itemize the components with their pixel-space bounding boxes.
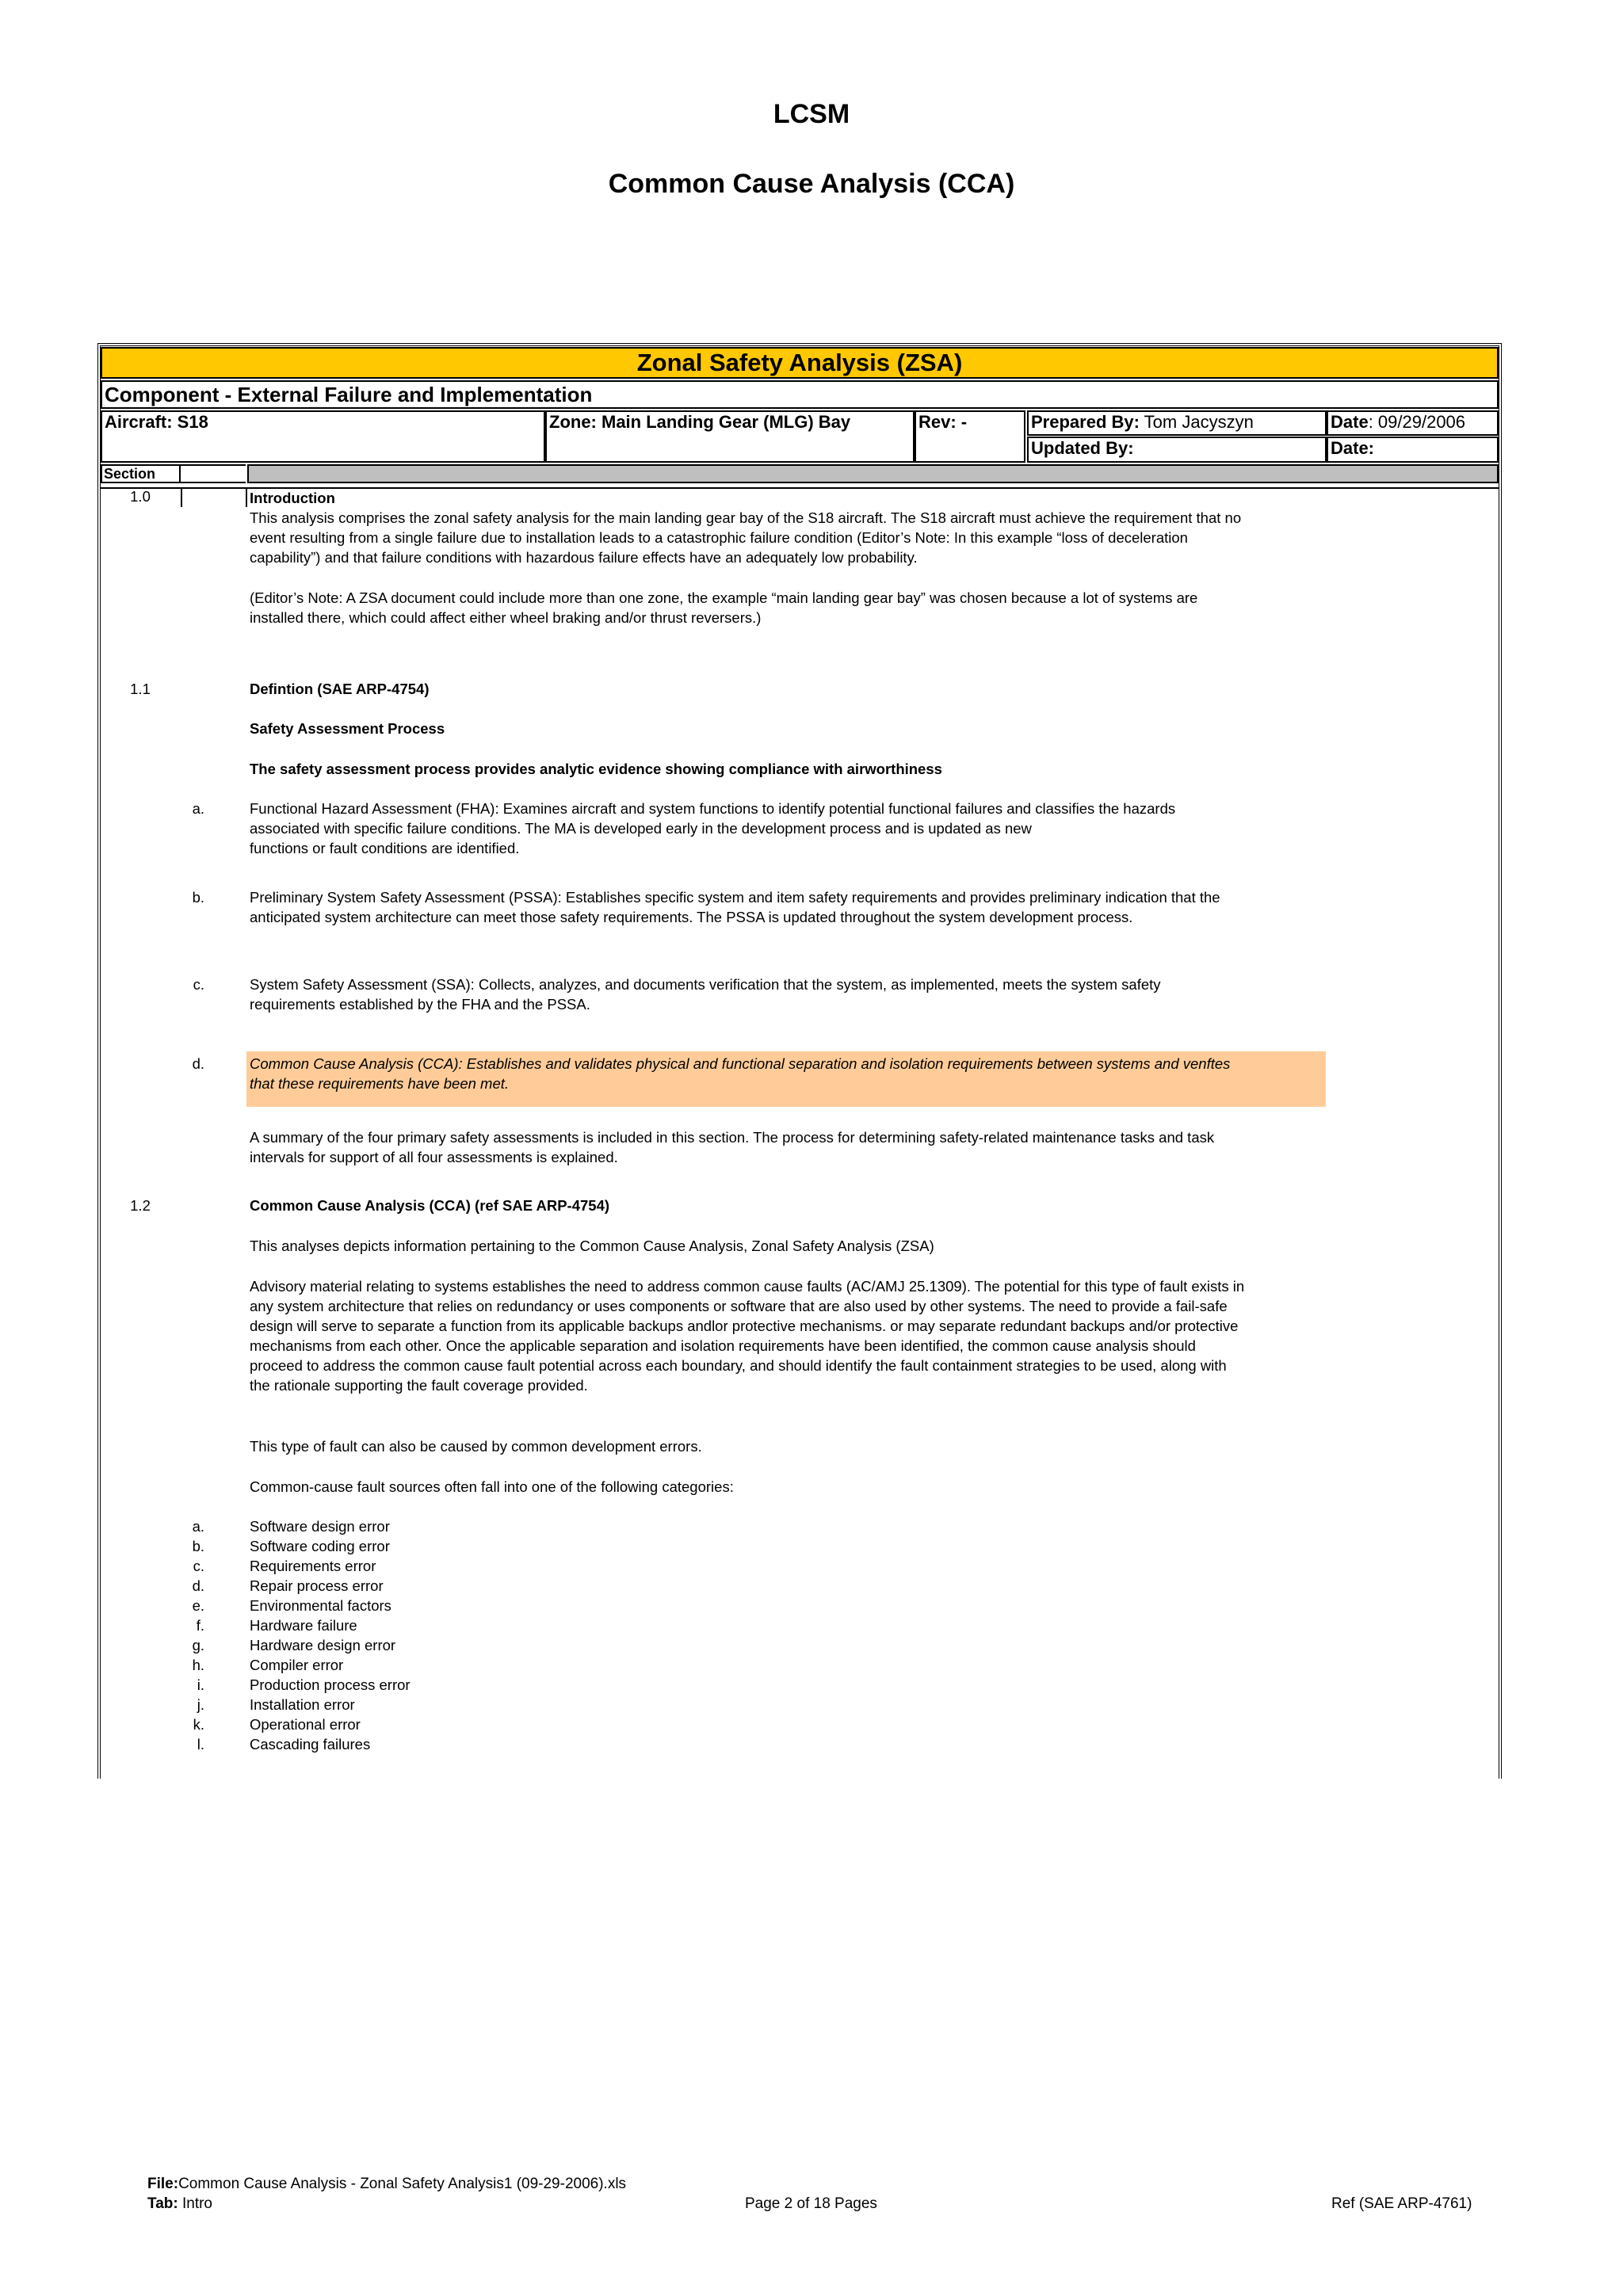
item-letter-d: d. — [192, 1055, 204, 1072]
category-letter: i. — [197, 1676, 204, 1693]
footer-tab — [147, 2194, 212, 2214]
list-item: Hardware failure — [250, 1617, 357, 1634]
cca-paragraph-4: Common-cause fault sources often fall into one of the following categories: — [250, 1478, 734, 1495]
category-letter: e. — [192, 1597, 204, 1614]
updated-by-cell: Updated By: — [1027, 437, 1327, 463]
category-letter: a. — [192, 1518, 204, 1535]
item-pssa: Preliminary System Safety Assessment (PSSA): Establishes specific system and item safety requirements and provides preliminary indication that the anticipated system architecture can meet those safety requirements. The PSSA is updated throughout the system development process. — [250, 889, 1220, 925]
category-letter: g. — [192, 1637, 204, 1653]
date2-cell: Date: — [1327, 437, 1499, 463]
footer-file-value: Common Cause Analysis - Zonal Safety Analysis1 (09-29-2006).xls — [178, 2176, 627, 2192]
list-item: Software coding error — [250, 1538, 390, 1554]
item-fha: Functional Hazard Assessment (FHA): Examines aircraft and system functions to identify potential functional failures and classifies the hazards associated with specific failure conditions. The MA is developed early in the development process and is updated as new functions or fault conditions are identified. — [250, 800, 1176, 856]
section-header-bar — [247, 464, 1499, 483]
intro-paragraph-1: This analysis comprises the zonal safety analysis for the main landing gear bay of the S18 aircraft. The S18 aircraft must achieve the requirement that no event resulting from a single failure due to installation leads to a catastrophic failure condition (Editor’s Note: In this example “loss of deceleration capability”) and that failure conditions with hazardous failure effects have an adequately low probability. — [250, 509, 1242, 566]
category-letter: l. — [197, 1736, 204, 1753]
list-item: Repair process error — [250, 1577, 384, 1594]
safety-assessment-heading: Safety Assessment Process — [250, 720, 445, 737]
cca-paragraph-1: This analyses depicts information pertaining to the Common Cause Analysis, Zonal Safety Analysis (ZSA) — [250, 1238, 934, 1254]
date-cell — [1327, 410, 1499, 436]
category-letter: b. — [192, 1538, 204, 1554]
definition-heading: Defintion (SAE ARP-4754) — [250, 681, 430, 697]
category-letter: c. — [193, 1558, 204, 1574]
section-number-1-2: 1.2 — [130, 1197, 151, 1214]
list-item: Operational error — [250, 1716, 361, 1733]
date-label: Date — [1331, 412, 1369, 432]
item-ssa: System Safety Assessment (SSA): Collects, analyzes, and documents verification that the system, as implemented, meets the system safety requirements established by the FHA and the PSSA. — [250, 976, 1161, 1013]
component-title: Component - External Failure and Implementation — [101, 380, 1499, 409]
footer-tab-value: Intro — [178, 2195, 213, 2212]
list-item: Compiler error — [250, 1657, 344, 1673]
footer-reference: Ref (SAE ARP-4761) — [1331, 2195, 1472, 2212]
list-item: Installation error — [250, 1696, 355, 1713]
prepared-by-value: Tom Jacyszyn — [1139, 412, 1254, 432]
col-divider-2 — [246, 487, 247, 507]
section-number-1-1: 1.1 — [130, 681, 151, 697]
section-gap — [181, 464, 246, 483]
category-letter: d. — [192, 1577, 204, 1594]
section-number-1-0: 1.0 — [130, 488, 151, 505]
list-item: Software design error — [250, 1518, 390, 1535]
item-cca: Common Cause Analysis (CCA): Establishes and validates physical and functional separation and isolation requirements between systems and venftes that these requirements have been met. — [250, 1055, 1231, 1092]
summary-paragraph: A summary of the four primary safety assessments is included in this section. The process for determining safety-related maintenance tasks and task intervals for support of all four assessments is explained. — [250, 1129, 1215, 1165]
intro-heading: Introduction — [250, 490, 335, 506]
date-value: : 09/29/2006 — [1368, 412, 1466, 432]
category-letter: k. — [193, 1716, 204, 1733]
list-item: Cascading failures — [250, 1736, 371, 1753]
footer-page-number: Page 2 of 18 Pages — [745, 2195, 877, 2212]
list-item: Environmental factors — [250, 1597, 391, 1614]
footer-file — [147, 2174, 626, 2194]
category-letter: f. — [196, 1617, 204, 1634]
section-label: Section — [101, 464, 181, 483]
prepared-by-cell — [1027, 410, 1327, 436]
item-letter-c: c. — [193, 976, 204, 993]
document-subtitle: Common Cause Analysis (CCA) — [608, 169, 1015, 199]
zsa-banner: Zonal Safety Analysis (ZSA) — [101, 347, 1499, 379]
footer-file-label: File: — [147, 2176, 179, 2192]
list-item: Hardware design error — [250, 1637, 396, 1653]
prepared-by-label: Prepared By: — [1031, 412, 1140, 432]
category-list — [250, 1516, 411, 1754]
list-item: Production process error — [250, 1676, 411, 1693]
cca-paragraph-3: This type of fault can also be caused by common development errors. — [250, 1438, 702, 1455]
rev-cell: Rev: - — [915, 410, 1025, 463]
list-item: Requirements error — [250, 1558, 376, 1574]
cca-paragraph-2: Advisory material relating to systems establishes the need to address common cause faults (AC/AMJ 25.1309). The potential for this type of fault exists in any system architecture that relies on redundancy or uses components or software that are also used by other systems. The need to provide a fail-safe design will serve to separate a function from its applicable backups andlor protective mechanisms. or may separate redundant backups and/or protective mechanisms from each other. Once the applicable separation and isolation requirements have been identified, the common cause analysis should proceed to address the common cause fault potential across each boundary, and should identify the fault containment strategies to be used, along with the rationale supporting the fault coverage provided. — [250, 1278, 1245, 1394]
footer-tab-label: Tab: — [147, 2195, 178, 2212]
item-letter-b: b. — [192, 889, 204, 906]
category-letter: j. — [197, 1696, 204, 1713]
category-letter: h. — [192, 1657, 204, 1673]
item-letter-a: a. — [192, 800, 204, 817]
category-letters — [173, 1516, 204, 1754]
zone-cell: Zone: Main Landing Gear (MLG) Bay — [545, 410, 915, 463]
aircraft-cell: Aircraft: S18 — [101, 410, 545, 463]
intro-paragraph-2: (Editor’s Note: A ZSA document could include more than one zone, the example “main landing gear bay” was chosen because a lot of systems are installed there, which could affect either wheel braking and/or thrust reversers.) — [250, 589, 1198, 626]
col-divider-1 — [181, 487, 182, 507]
cca-heading: Common Cause Analysis (CCA) (ref SAE ARP-4754) — [250, 1197, 610, 1214]
document-title: LCSM — [773, 99, 850, 129]
safety-assessment-intro: The safety assessment process provides analytic evidence showing compliance with airworthiness — [250, 761, 942, 777]
